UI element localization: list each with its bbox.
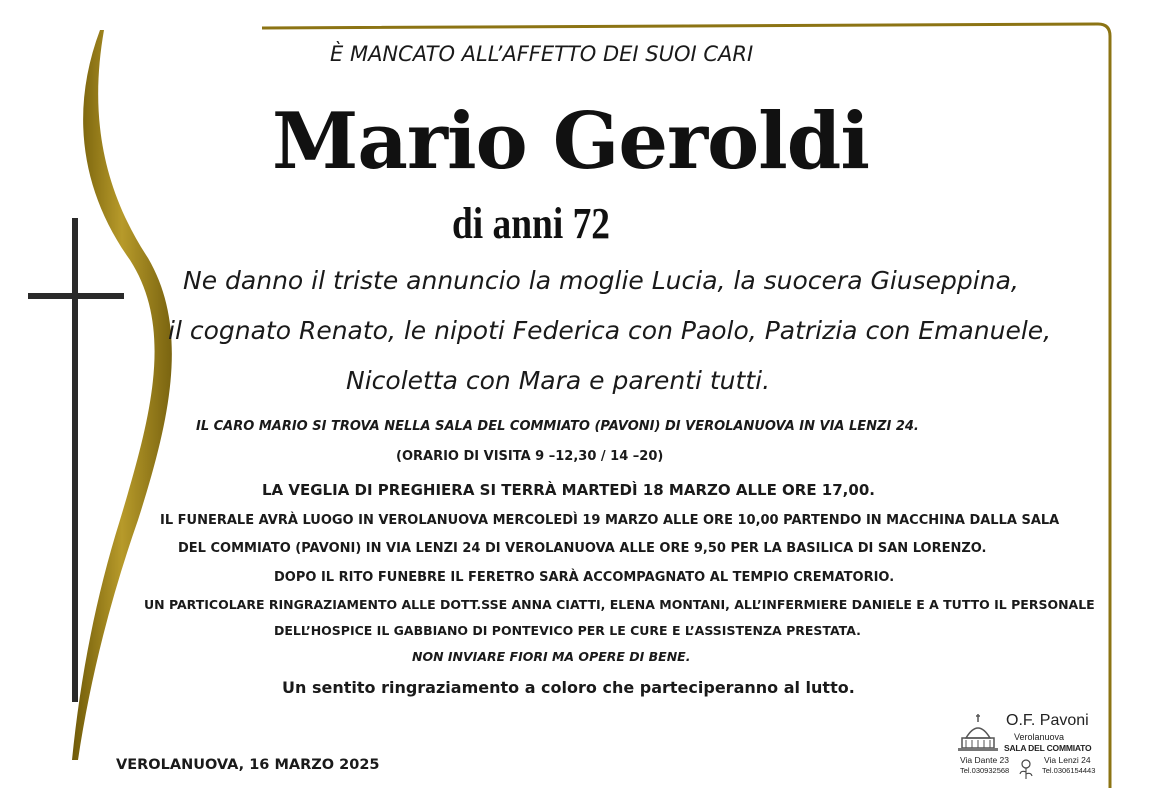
building-icon xyxy=(956,712,1000,754)
agency-phone-1: Tel.030932568 xyxy=(960,766,1010,775)
agency-hall: SALA DEL COMMIATO xyxy=(1004,743,1092,753)
agency-address-2: Via Lenzi 24 xyxy=(1044,755,1091,765)
vigil-line: LA VEGLIA DI PREGHIERA SI TERRÀ MARTEDÌ 18 MARZO ALLE ORE 17,00. xyxy=(262,481,875,499)
funeral-line-2: DEL COMMIATO (PAVONI) IN VIA LENZI 24 DI VEROLANUOVA ALLE ORE 9,50 PER LA BASILICA DI SAN LORENZO. xyxy=(178,541,987,556)
visiting-hours: (ORARIO DI VISITA 9 –12,30 / 14 –20) xyxy=(396,449,664,464)
cross-icon xyxy=(72,218,78,702)
deceased-age: di anni 72 xyxy=(452,199,610,248)
notice-date: VEROLANUOVA, 16 MARZO 2025 xyxy=(116,757,380,773)
rose-icon xyxy=(1016,758,1036,780)
family-line-3: Nicoletta con Mara e parenti tutti. xyxy=(346,366,771,395)
thanks-line-2: DELL’HOSPICE IL GABBIANO DI PONTEVICO PER LE CURE E L’ASSISTENZA PRESTATA. xyxy=(274,623,861,638)
family-line-1: Ne danno il triste annuncio la moglie Lucia, la suocera Giuseppina, xyxy=(183,266,1019,295)
agency-city: Verolanuova xyxy=(1014,732,1065,742)
agency-phone-2: Tel.0306154443 xyxy=(1042,766,1096,775)
closing-thanks: Un sentito ringraziamento a coloro che parteciperanno al lutto. xyxy=(282,678,855,697)
no-flowers-line: NON INVIARE FIORI MA OPERE DI BENE. xyxy=(412,649,691,664)
funeral-line-1: IL FUNERALE AVRÀ LUOGO IN VEROLANUOVA MERCOLEDÌ 19 MARZO ALLE ORE 10,00 PARTENDO IN MACCHINA DALLA SALA xyxy=(160,513,1060,528)
agency-logo xyxy=(954,710,1094,782)
intro-line: È MANCATO ALL’AFFETTO DEI SUOI CARI xyxy=(330,42,754,66)
location-line: IL CARO MARIO SI TROVA NELLA SALA DEL COMMIATO (PAVONI) DI VEROLANUOVA IN VIA LENZI 24. xyxy=(196,419,919,434)
agency-address-1: Via Dante 23 xyxy=(960,755,1009,765)
agency-name: O.F. Pavoni xyxy=(1006,712,1089,729)
family-line-2: il cognato Renato, le nipoti Federica con Paolo, Patrizia con Emanuele, xyxy=(168,316,1052,345)
cremation-line: DOPO IL RITO FUNEBRE IL FERETRO SARÀ ACCOMPAGNATO AL TEMPIO CREMATORIO. xyxy=(274,570,895,585)
thanks-line-1: UN PARTICOLARE RINGRAZIAMENTO ALLE DOTT.SSE ANNA CIATTI, ELENA MONTANI, ALL’INFERMIERE DANIELE E A TUTTO IL PERSONALE xyxy=(144,597,1095,612)
gold-swoosh xyxy=(72,30,172,760)
deceased-name: Mario Geroldi xyxy=(272,96,869,187)
cross-bar xyxy=(28,293,124,299)
